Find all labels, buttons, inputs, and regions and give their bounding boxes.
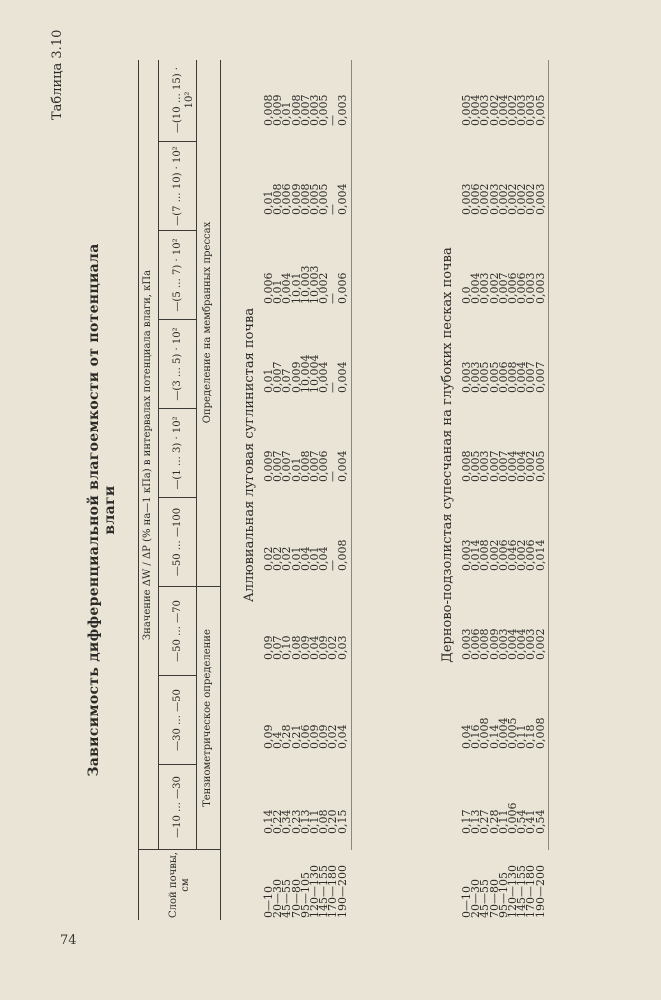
value-cell: 0,003 — [533, 183, 547, 215]
value-cell: 0,23 — [289, 809, 303, 834]
section-rule — [351, 60, 352, 850]
value-cell: — — [326, 382, 340, 393]
value-column — [462, 95, 545, 127]
value-cell: 0,06 — [298, 724, 312, 749]
value-cell: 0,14 — [262, 809, 275, 834]
value-cell: 0,004 — [317, 361, 331, 393]
value-cell: 0,14 — [487, 724, 501, 749]
value-cell: 0,009 — [487, 628, 501, 660]
soil-layer-cell: 170—180 — [326, 865, 340, 918]
value-cell: 0,006 — [524, 539, 538, 571]
value-cell: 0,007 — [496, 450, 510, 482]
value-cell: 0,09 — [308, 724, 322, 749]
value-cell: 0,007 — [533, 361, 547, 393]
value-cell: 0,07 — [271, 635, 285, 660]
value-cell: 0,01 — [289, 546, 303, 571]
data-table — [138, 50, 618, 920]
soil-layer-cell: 170—180 — [524, 865, 538, 918]
value-cell: 0,007 — [298, 94, 312, 126]
value-column — [264, 184, 347, 216]
value-cell: 0,002 — [524, 183, 538, 215]
soil-layer-header: Слой почвы, см — [168, 852, 191, 918]
page-title: Зависимость дифференциальной влагоемкости от потенциала влаги — [86, 243, 118, 777]
soil-layer-cell: 0—10 — [460, 886, 473, 918]
value-cell: 0,28 — [487, 809, 501, 834]
value-cell: 0,007 — [271, 450, 285, 482]
value-cell: 0,005 — [506, 717, 520, 749]
table-label: Таблица 3.10 — [50, 29, 65, 120]
value-cell: 0,006 — [496, 539, 510, 571]
page-number: 74 — [60, 933, 77, 948]
interval-header: —30 … —50 — [172, 689, 183, 751]
value-cell: 0,0 — [460, 286, 473, 304]
value-cell: 0,4 — [271, 731, 285, 749]
value-cell: 0,16 — [469, 724, 483, 749]
value-cell: 0,04 — [308, 635, 322, 660]
value-cell: 0,004 — [515, 628, 529, 660]
value-cell: 0,014 — [533, 539, 547, 571]
value-cell: 0,01 — [280, 101, 294, 126]
value-cell: 0,005 — [487, 361, 501, 393]
value-cell: 0,008 — [335, 539, 349, 571]
value-cell: 0,13 — [298, 809, 312, 834]
value-column — [264, 95, 347, 127]
value-cell: 0,008 — [533, 717, 547, 749]
header-divider — [158, 408, 196, 409]
value-cell: 0,007 — [487, 450, 501, 482]
interval-header: —(3 … 5) · 10² — [172, 327, 183, 401]
soil-layer-cell: 95—105 — [298, 872, 312, 918]
value-cell: 0,21 — [289, 724, 303, 749]
value-cell: 0,009 — [271, 94, 285, 126]
value-cell: 0,13 — [469, 809, 483, 834]
value-cell: 0,54 — [515, 809, 529, 834]
value-cell: 0,008 — [460, 450, 473, 482]
value-cell: 0,006 — [515, 272, 529, 304]
value-cell: 0,34 — [280, 809, 294, 834]
value-cell: 0,08 — [317, 809, 331, 834]
value-cell: 10,004 — [308, 354, 322, 393]
value-cell: 0,09 — [262, 635, 275, 660]
header-divider — [158, 497, 196, 498]
method-membrane: Определение на мембранных прессах — [202, 221, 213, 424]
value-cell: 0,28 — [280, 724, 294, 749]
value-cell: 0,005 — [533, 450, 547, 482]
value-cell: 0,007 — [524, 361, 538, 393]
value-cell: 0,006 — [262, 272, 275, 304]
value-cell: 0,002 — [533, 628, 547, 660]
value-cell: 0,01 — [271, 279, 285, 304]
value-cell: 0,002 — [487, 539, 501, 571]
soil-layer-cell: 190—200 — [533, 865, 547, 918]
value-cell: 0,009 — [262, 450, 275, 482]
value-cell: 0,09 — [262, 724, 275, 749]
header-divider — [158, 675, 196, 676]
soil-layer-cell: 70—80 — [487, 879, 501, 918]
soil-layer-cell: 20—30 — [469, 879, 483, 918]
value-cell: 0,003 — [533, 272, 547, 304]
value-cell: 0,04 — [317, 546, 331, 571]
header-divider — [158, 586, 220, 587]
value-column — [462, 718, 545, 750]
soil-layer-cell: 95—105 — [496, 872, 510, 918]
value-cell: 0,003 — [469, 361, 483, 393]
value-cell: 0,15 — [335, 809, 349, 834]
value-cell: 0,008 — [262, 94, 275, 126]
header-divider — [158, 230, 196, 231]
header-divider — [158, 319, 196, 320]
interval-header: —(1 … 3) · 10² — [172, 416, 183, 490]
value-cell: 0,003 — [524, 272, 538, 304]
value-cell: 0,54 — [533, 809, 547, 834]
value-cell: 0,002 — [506, 183, 520, 215]
value-cell: 0,002 — [515, 539, 529, 571]
value-cell: 0,005 — [533, 94, 547, 126]
value-cell: 0,009 — [289, 361, 303, 393]
value-cell: 0,007 — [280, 450, 294, 482]
value-column — [462, 451, 545, 483]
value-cell: 0,006 — [469, 183, 483, 215]
value-cell: — — [326, 204, 340, 215]
value-cell: 0,002 — [506, 94, 520, 126]
soil-layer-cell: 145—155 — [317, 865, 331, 918]
value-cell: 0,006 — [506, 802, 520, 834]
value-cell: 0,003 — [487, 183, 501, 215]
section-title: Аллювиальная луговая суглинистая почва — [242, 307, 257, 603]
value-cell: 0,003 — [515, 94, 529, 126]
soil-layer-cell: 20—30 — [271, 879, 285, 918]
value-cell: 0,04 — [335, 724, 349, 749]
value-cell: 0,004 — [469, 94, 483, 126]
value-cell: 0,003 — [524, 628, 538, 660]
value-cell: 0,004 — [469, 272, 483, 304]
value-cell: 0,006 — [335, 272, 349, 304]
value-cell: 0,003 — [478, 94, 492, 126]
value-cell: 0,01 — [289, 457, 303, 482]
value-cell: 0,008 — [271, 183, 285, 215]
soil-layer-cell: 145—155 — [515, 865, 529, 918]
value-cell: 0,18 — [524, 724, 538, 749]
value-column — [462, 273, 545, 305]
soil-layer-cell: 0—10 — [262, 886, 275, 918]
value-cell: 0,004 — [496, 94, 510, 126]
value-cell: 0,008 — [289, 94, 303, 126]
method-rule — [196, 60, 197, 850]
value-cell: 0,008 — [478, 628, 492, 660]
value-cell: 10,003 — [298, 265, 312, 304]
value-column — [264, 355, 347, 394]
value-cell: 0,27 — [478, 809, 492, 834]
value-cell: 0,004 — [506, 628, 520, 660]
soil-layer-cell: 45—55 — [280, 879, 294, 918]
value-cell: 0,02 — [271, 546, 285, 571]
value-cell: 0,003 — [308, 94, 322, 126]
header-divider — [158, 141, 196, 142]
value-column — [462, 629, 545, 661]
value-cell: 10,003 — [308, 265, 322, 304]
value-column — [462, 184, 545, 216]
value-cell: — — [326, 115, 340, 126]
value-column — [462, 540, 545, 572]
value-column — [264, 810, 347, 835]
method-tensiometric: Тензиометрическое определение — [202, 629, 213, 807]
value-cell: 10,01 — [289, 272, 303, 304]
value-cell: 0,04 — [298, 546, 312, 571]
soil-layer-column — [462, 865, 545, 918]
soil-layer-cell: 190—200 — [335, 865, 349, 918]
value-cell: 0,003 — [460, 628, 473, 660]
value-cell: 0,006 — [469, 628, 483, 660]
value-cell: 0,006 — [506, 272, 520, 304]
section-rule — [548, 60, 549, 850]
value-cell: 0,003 — [460, 183, 473, 215]
value-cell: 0,005 — [317, 94, 331, 126]
value-column — [264, 451, 347, 483]
value-cell: 0,22 — [271, 809, 285, 834]
value-cell: 0,005 — [317, 183, 331, 215]
value-cell: 0,005 — [460, 94, 473, 126]
value-cell: 0,005 — [308, 183, 322, 215]
value-cell: 0,004 — [506, 450, 520, 482]
header-divider — [158, 764, 196, 765]
value-cell: 0,11 — [496, 809, 510, 834]
value-caption: Значение ΔW / ΔP (% на—1 кПа) в интервалах потенциала влаги, кПа — [142, 269, 153, 641]
value-cell: 0,09 — [317, 635, 331, 660]
value-cell: 0,006 — [496, 361, 510, 393]
section-title: Дерново-подзолистая супесчаная на глубоких песках почва — [440, 247, 455, 663]
value-cell: 0,02 — [262, 546, 275, 571]
value-cell: 0,002 — [524, 450, 538, 482]
value-cell: — — [326, 471, 340, 482]
value-cell: 0,008 — [298, 183, 312, 215]
interval-header: —10 … —30 — [172, 776, 183, 838]
soil-layer-cell: 70—80 — [289, 879, 303, 918]
value-column — [462, 803, 545, 835]
value-cell: 0,046 — [506, 539, 520, 571]
value-cell: — — [326, 293, 340, 304]
value-cell: — — [326, 560, 340, 571]
soil-layer-cell: 120—130 — [506, 865, 520, 918]
value-cell: 0,002 — [478, 183, 492, 215]
value-cell: 0,003 — [524, 94, 538, 126]
value-cell: 0,01 — [308, 546, 322, 571]
value-cell: 0,002 — [317, 272, 331, 304]
value-cell: 0,006 — [317, 450, 331, 482]
value-cell: 0,03 — [335, 635, 349, 660]
value-cell: 0,20 — [326, 809, 340, 834]
value-cell: 0,007 — [496, 272, 510, 304]
value-cell: 0,09 — [317, 724, 331, 749]
value-cell: 0,02 — [280, 546, 294, 571]
value-cell: 10,004 — [298, 354, 312, 393]
value-column — [264, 540, 347, 572]
value-cell: 0,002 — [487, 94, 501, 126]
value-cell: 0,003 — [460, 539, 473, 571]
value-cell: 0,007 — [308, 450, 322, 482]
caption-rule — [158, 60, 159, 850]
value-cell: 0,07 — [280, 368, 294, 393]
value-cell: 0,002 — [496, 183, 510, 215]
value-cell: 0,003 — [478, 450, 492, 482]
value-cell: 0,41 — [524, 809, 538, 834]
value-cell: 0,008 — [298, 450, 312, 482]
value-cell: 0,01 — [262, 368, 275, 393]
soil-layer-cell: 45—55 — [478, 879, 492, 918]
value-cell: 0,002 — [487, 272, 501, 304]
value-cell: 0,009 — [289, 183, 303, 215]
soil-layer-column — [264, 865, 347, 918]
value-cell: 0,003 — [335, 94, 349, 126]
value-cell: 0,08 — [289, 635, 303, 660]
table-top-rule — [138, 60, 139, 920]
value-column — [462, 362, 545, 394]
value-cell: 0,004 — [515, 450, 529, 482]
value-cell: 0,11 — [515, 724, 529, 749]
soil-layer-cell: 120—130 — [308, 865, 322, 918]
value-cell: 0,004 — [335, 450, 349, 482]
interval-header: —(7 … 10) · 10² — [172, 146, 183, 226]
value-column — [264, 266, 347, 305]
value-cell: 0,005 — [469, 450, 483, 482]
value-cell: 0,004 — [335, 183, 349, 215]
value-cell: 0,10 — [280, 635, 294, 660]
value-cell: 0,04 — [460, 724, 473, 749]
interval-header: —50 … —100 — [172, 507, 183, 577]
value-cell: 0,003 — [460, 361, 473, 393]
value-cell: 0,003 — [478, 272, 492, 304]
value-cell: 0,006 — [280, 183, 294, 215]
value-cell: 0,01 — [262, 190, 275, 215]
value-cell: 0,008 — [478, 539, 492, 571]
value-cell: 0,17 — [460, 809, 473, 834]
value-cell: 0,02 — [326, 635, 340, 660]
value-cell: 0,002 — [515, 183, 529, 215]
value-cell: 0,004 — [335, 361, 349, 393]
value-cell: 0,008 — [506, 361, 520, 393]
interval-header: —(5 … 7) · 10² — [172, 238, 183, 312]
header-bottom-rule — [220, 60, 221, 920]
header-divider — [138, 849, 220, 850]
value-cell: 0,004 — [280, 272, 294, 304]
interval-header: —50 … —70 — [172, 600, 183, 662]
interval-header: —(10 … 15) · 10² — [172, 67, 195, 133]
value-cell: 0,004 — [515, 361, 529, 393]
value-column — [264, 725, 347, 750]
value-cell: 0,02 — [326, 724, 340, 749]
value-column — [264, 636, 347, 661]
value-cell: 0,09 — [298, 635, 312, 660]
value-cell: 0,008 — [478, 717, 492, 749]
value-cell: 0,007 — [271, 361, 285, 393]
value-cell: 0,004 — [496, 717, 510, 749]
value-cell: 0,005 — [478, 361, 492, 393]
value-cell: 0,014 — [469, 539, 483, 571]
value-cell: 0,11 — [308, 809, 322, 834]
value-cell: 0,003 — [496, 628, 510, 660]
